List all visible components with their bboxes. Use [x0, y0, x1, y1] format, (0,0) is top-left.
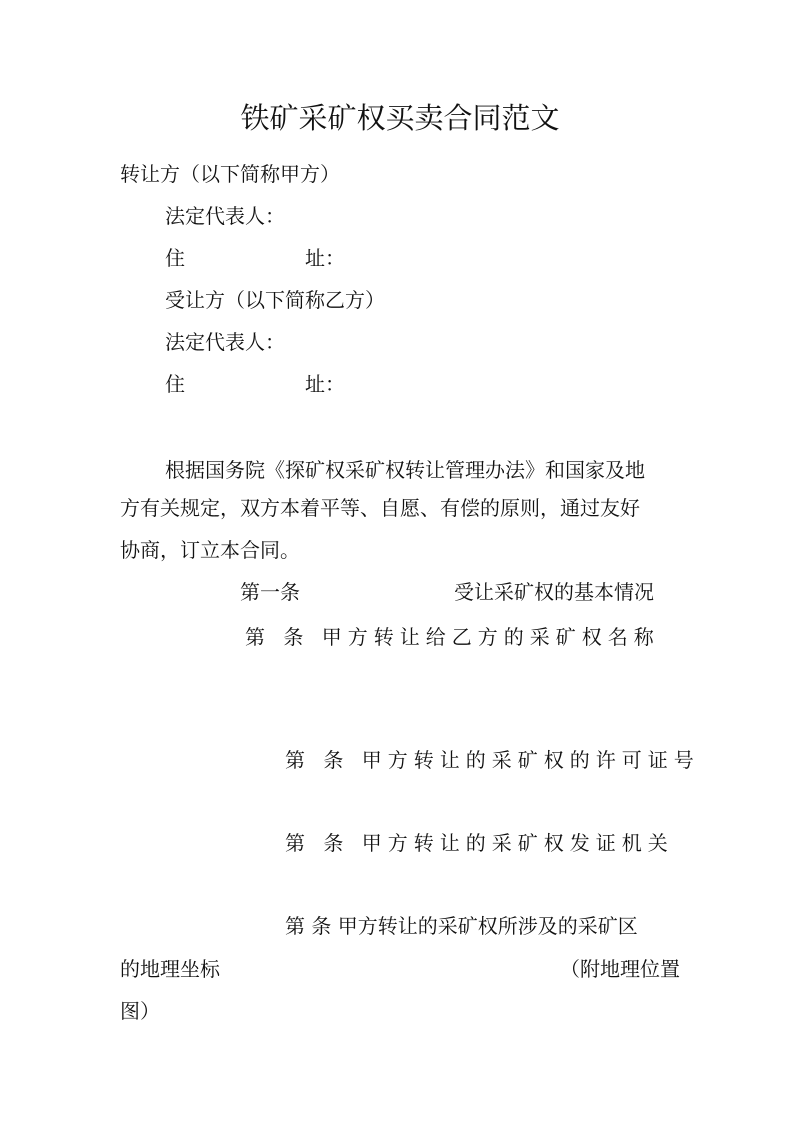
clause-mining-right-name: 第 条 甲方转让给乙方的采矿权名称	[245, 625, 660, 649]
address-label-2a: 住	[165, 372, 185, 396]
address-label-2b: 址：	[305, 372, 345, 396]
section-1-heading: 受让采矿权的基本情况	[454, 580, 654, 604]
legal-rep-label-1: 法定代表人：	[165, 204, 285, 228]
clause-mining-area: 第 条 甲方转让的采矿权所涉及的采矿区	[285, 914, 638, 938]
clause-mining-area-line-3: 图）	[120, 999, 160, 1023]
clause-mining-area-line-2	[120, 957, 680, 981]
legal-rep-label-2: 法定代表人：	[165, 330, 285, 354]
transferee-label: 受让方（以下简称乙方）	[165, 288, 385, 312]
address-label-1a: 住	[165, 246, 185, 270]
transferor-label: 转让方（以下简称甲方）	[120, 162, 340, 186]
clause-issuing-authority: 第 条 甲方转让的采矿权发证机关	[285, 831, 674, 855]
clause-license-number: 第 条 甲方转让的采矿权的许可证号	[285, 748, 700, 772]
address-label-1b: 址：	[305, 246, 345, 270]
preamble-line-1: 根据国务院《探矿权采矿权转让管理办法》和国家及地	[165, 458, 645, 482]
preamble-line-3: 协商，订立本合同。	[120, 538, 300, 562]
document-title: 铁矿采矿权买卖合同范文	[240, 101, 560, 135]
map-attachment-label: （附地理位置	[560, 957, 680, 981]
geo-coordinates-label: 的地理坐标	[120, 957, 220, 981]
section-1-number: 第一条	[240, 580, 300, 604]
preamble-line-2: 方有关规定，双方本着平等、自愿、有偿的原则，通过友好	[120, 496, 640, 520]
